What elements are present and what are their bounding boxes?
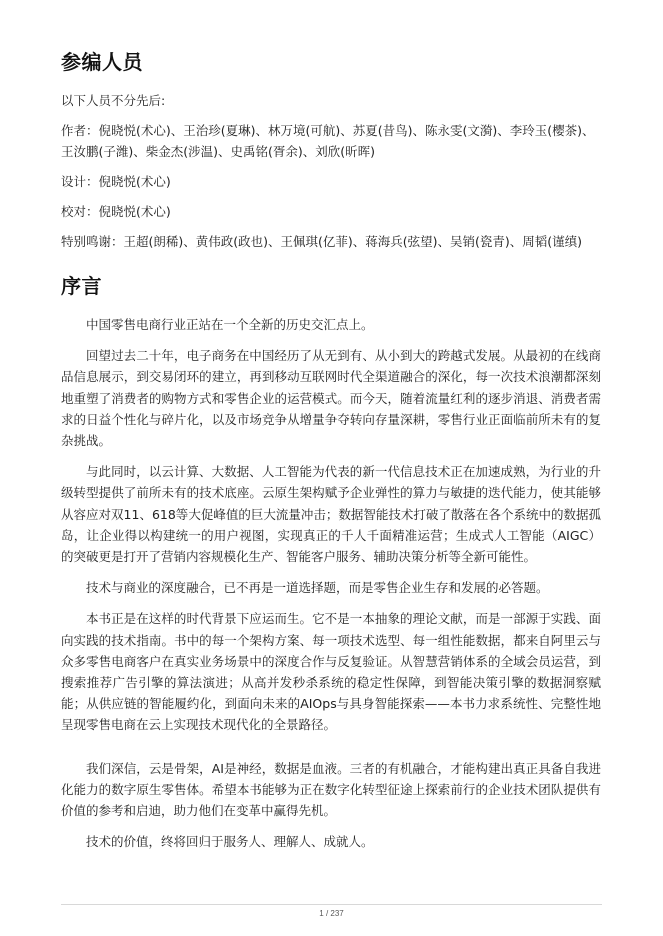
- preface-paragraph: 本书正是在这样的时代背景下应运而生。它不是一本抽象的理论文献，而是一部源于实践、面向实践的技术指南。书中的每一个架构方案、每一项技术选型、每一组性能数据，都来自阿里云与众多零售电商客户在真实业务场景中的深度合作与反复验证。从智慧营销体系的全域会员运营，到搜索推荐广告引擎的算法演进；从高并发秒杀系统的稳定性保障，到智能决策引擎的数据洞察赋能；从供应链的智能履约化，到面向未来的AIOps与具身智能探索——本书力求系统性、完整性地呈现零售电商在云上实现技术现代化的全景路径。: [61, 611, 601, 733]
- authors-line: 作者：倪晓悦(术心)、王治珍(夏琳)、林万境(可航)、苏夏(昔鸟)、陈永雯(文漪)、李玲玉(樱茶)、王汝鹏(子潍)、柴金杰(涉温)、史禹铭(胥余)、刘欣(昕晖): [61, 123, 595, 159]
- preface-paragraph: 技术的价值，终将回归于服务人、理解人、成就人。: [86, 834, 374, 850]
- contributors-heading: 参编人员: [61, 50, 143, 74]
- page-number: 1 / 237: [319, 909, 344, 918]
- preface-heading: 序言: [61, 274, 102, 298]
- page-content: [61, 44, 601, 862]
- preface-paragraph: 回望过去二十年，电子商务在中国经历了从无到有、从小到大的跨越式发展。从最初的在线商品信息展示，到交易闭环的建立，再到移动互联网时代全渠道融合的深化，每一次技术浪潮都深刻地重塑了消费者的购物方式和零售企业的运营模式。而今天，随着流量红利的逐步消退、消费者需求的日益个性化与碎片化，以及市场竞争从增量争夺转向存量深耕，零售行业正面临前所未有的复杂挑战。: [61, 348, 601, 449]
- design-line: 设计：倪晓悦(术心): [61, 174, 171, 189]
- preface-paragraph: 与此同时，以云计算、大数据、人工智能为代表的新一代信息技术正在加速成熟，为行业的升级转型提供了前所未有的技术底座。云原生架构赋予企业弹性的算力与敏捷的迭代能力，使其能够从容应对双11、618等大促峰值的巨大流量冲击；数据智能技术打破了散落在各个系统中的数据孤岛，让企业得以构建统一的用户视图，实现真正的千人千面精准运营；生成式人工智能（AIGC）的突破更是打开了营销内容规模化生产、智能客户服务、辅助决策分析等全新可能性。: [61, 464, 601, 565]
- preface-paragraph: 技术与商业的深度融合，已不再是一道选择题，而是零售企业生存和发展的必答题。: [86, 580, 549, 596]
- preface-paragraph: 我们深信，云是骨架，AI是神经，数据是血液。三者的有机融合，才能构建出真正具备自我进化能力的数字原生零售体。希望本书能够为正在数字化转型征途上探索前行的企业技术团队提供有价值的参考和启迪，助力他们在变革中赢得先机。: [61, 760, 601, 819]
- proofread-line: 校对：倪晓悦(术心): [61, 204, 171, 219]
- contributors-intro: 以下人员不分先后:: [61, 93, 166, 108]
- footer-divider: [61, 904, 602, 905]
- thanks-line: 特别鸣谢：王超(朗稀)、黄伟政(政也)、王佩琪(亿菲)、蒋海兵(弦望)、吴销(瓷青)、周韬(谨缜): [61, 234, 583, 249]
- preface-paragraph: 中国零售电商行业正站在一个全新的历史交汇点上。: [86, 317, 374, 332]
